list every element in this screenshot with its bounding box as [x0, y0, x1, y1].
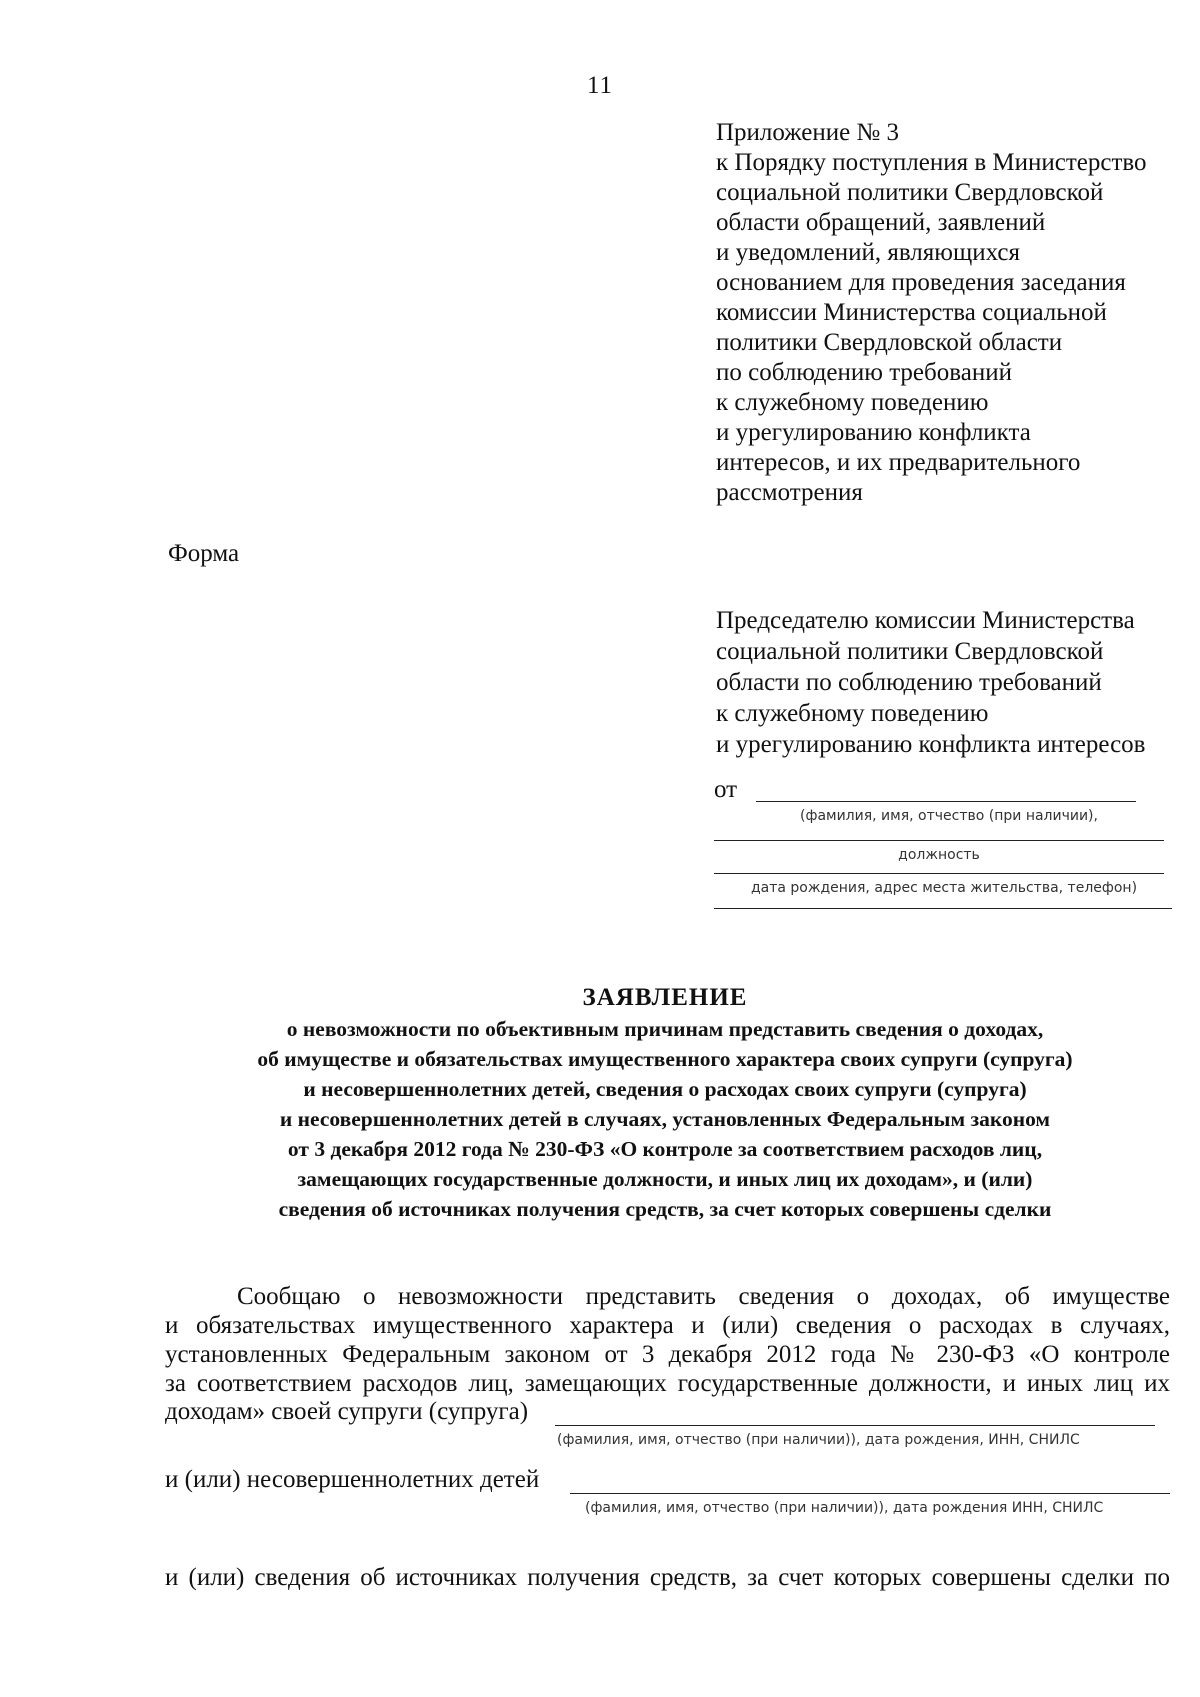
sender-details-caption: дата рождения, адрес места жительства, телефон): [750, 880, 1138, 896]
annex-header: [716, 118, 1186, 508]
sender-block: [714, 776, 1174, 909]
page-number: 11: [586, 72, 614, 99]
annex-line: интересов, и их предварительного: [716, 449, 1081, 476]
spouse-field[interactable]: [555, 1424, 1155, 1426]
addressee-line: области по соблюдению требований: [716, 669, 1102, 696]
annex-line: по соблюдению требований: [716, 359, 1012, 386]
body-line: установленных Федеральным законом от 3 декабря 2012 года № 230-ФЗ «О контроле: [165, 1341, 1170, 1368]
subtitle-line: сведения об источниках получения средств, за счет которых совершены сделки: [278, 1197, 1052, 1221]
annex-line: области обращений, заявлений: [716, 209, 1046, 236]
subtitle-line: замещающих государственные должности, и иных лиц их доходам», и (или): [297, 1167, 1033, 1191]
body-line: и обязательствах имущественного характера и (или) сведения о расходах в случаях,: [165, 1312, 1170, 1339]
sender-name-caption: (фамилия, имя, отчество (при наличии),: [800, 808, 1098, 824]
body-last-line: и (или) сведения об источниках получения средств, за счет которых совершены сделки по: [165, 1564, 1170, 1591]
children-row: [165, 1466, 1175, 1516]
annex-line: социальной политики Свердловской: [716, 179, 1104, 206]
addressee-line: социальной политики Свердловской: [716, 638, 1104, 665]
statement-heading: ЗАЯВЛЕНИЕ: [582, 984, 748, 1011]
subtitle-line: от 3 декабря 2012 года № 230-ФЗ «О контроле за соответствием расходов лиц,: [287, 1137, 1043, 1161]
annex-line: основанием для проведения заседания: [716, 269, 1126, 296]
annex-line: комиссии Министерства социальной: [716, 299, 1107, 326]
spouse-caption: (фамилия, имя, отчество (при наличии)), дата рождения, ИНН, СНИЛС: [557, 1432, 1080, 1448]
spouse-row: [165, 1398, 1175, 1448]
from-label: от: [714, 776, 738, 803]
addressee-line: и урегулированию конфликта интересов: [716, 731, 1146, 758]
sender-position-field[interactable]: [714, 863, 1164, 874]
addressee-line: Председателю комиссии Министерства: [716, 607, 1135, 634]
annex-line: к служебному поведению: [716, 389, 989, 416]
children-field[interactable]: [570, 1492, 1170, 1494]
statement-subtitle: [150, 1014, 1180, 1224]
children-caption: (фамилия, имя, отчество (при наличии)), дата рождения ИНН, СНИЛС: [585, 1500, 1104, 1516]
statement-title: [150, 982, 1180, 1224]
annex-line: и уведомлений, являющихся: [716, 239, 1020, 266]
sender-name-field[interactable]: [756, 801, 1136, 802]
sender-details-field[interactable]: [714, 896, 1172, 909]
form-label: Форма: [168, 540, 240, 567]
subtitle-line: об имуществе и обязательствах имущественного характера своих супруги (супруга): [257, 1047, 1073, 1071]
body-line: Сообщаю о невозможности представить сведения о доходах, об имуществе: [237, 1283, 1170, 1310]
addressee-block: [716, 605, 1186, 760]
annex-line: и урегулированию конфликта: [716, 419, 1031, 446]
annex-line: Приложение № 3: [716, 119, 900, 146]
annex-line: к Порядку поступления в Министерство: [716, 149, 1147, 176]
spouse-label: доходам» своей супруги (супруга): [165, 1398, 529, 1425]
sender-position-caption: должность: [898, 847, 980, 863]
body-line: за соответствием расходов лиц, замещающих государственные должности, и иных лиц их: [165, 1370, 1170, 1397]
statement-body: [165, 1282, 1170, 1398]
annex-line: политики Свердловской области: [716, 329, 1063, 356]
annex-line: рассмотрения: [716, 479, 863, 506]
subtitle-line: о невозможности по объективным причинам представить сведения о доходах,: [286, 1017, 1044, 1041]
subtitle-line: и несовершеннолетних детей в случаях, установленных Федеральным законом: [279, 1107, 1051, 1131]
sender-name-field-continued[interactable]: [714, 824, 1164, 841]
children-label: и (или) несовершеннолетних детей: [165, 1466, 540, 1493]
subtitle-line: и несовершеннолетних детей, сведения о расходах своих супруги (супруга): [303, 1077, 1027, 1101]
addressee-line: к служебному поведению: [716, 700, 989, 727]
